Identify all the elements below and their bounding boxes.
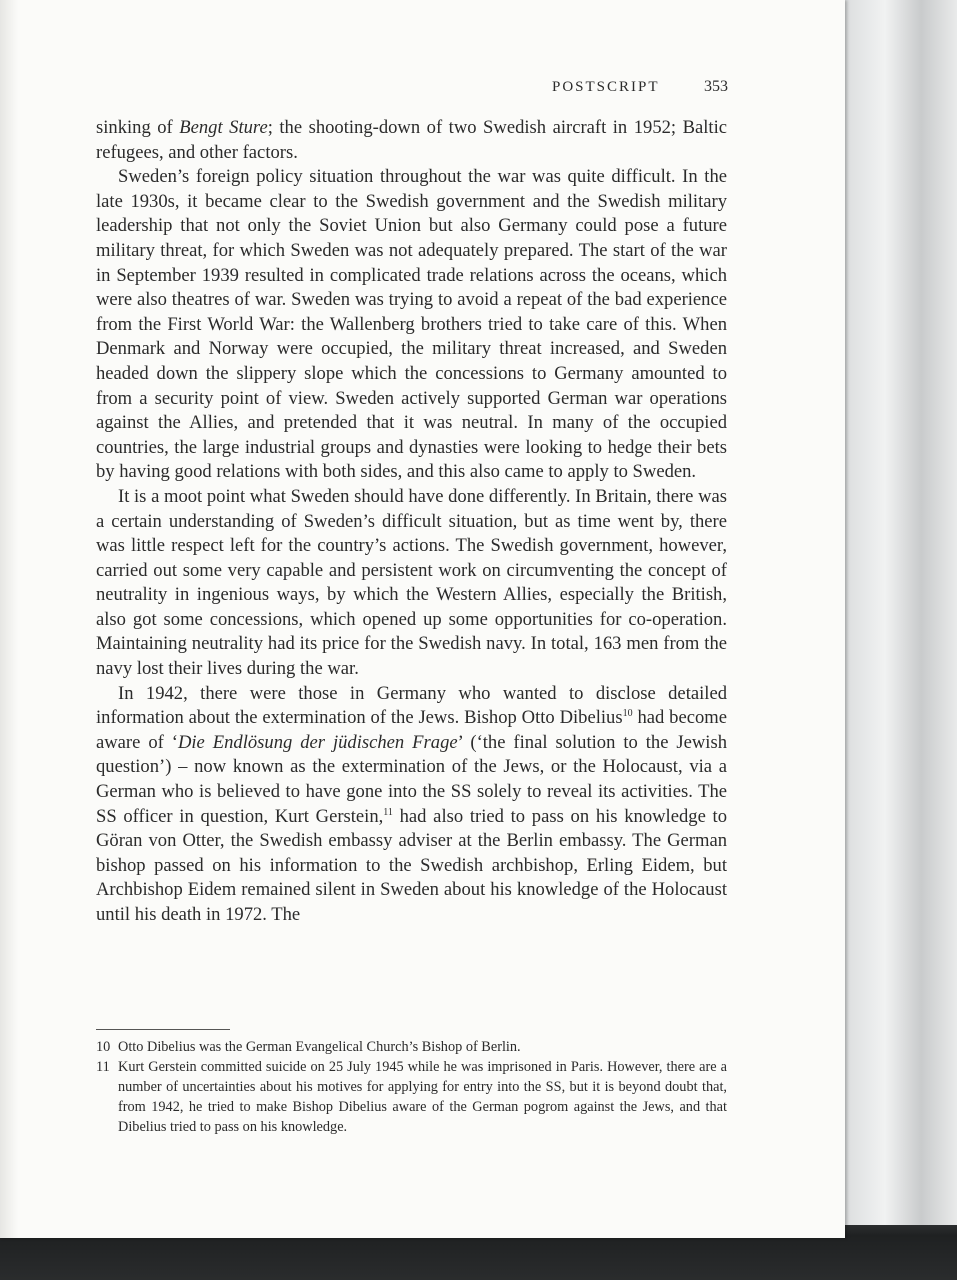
body-text bbox=[96, 116, 727, 928]
footnote-number: 11 bbox=[96, 1059, 110, 1075]
footnotes bbox=[96, 1037, 727, 1137]
page-gutter-shade bbox=[0, 0, 18, 1238]
book-page-edges bbox=[837, 0, 957, 1225]
footnote bbox=[96, 1037, 727, 1057]
footnote-number: 10 bbox=[96, 1039, 111, 1055]
running-header bbox=[552, 78, 728, 96]
running-title: POSTSCRIPT bbox=[552, 79, 660, 95]
body-paragraph: In 1942, there were those in Germany who wanted to disclose detailed information about the extermination of the Jews. Bishop Otto Dibelius$^{10}$ had become aware of ‘Die Endlösung der jüdischen Frage’ (‘the final solution to the Jewish question’) – now known as the extermination of the Jews, or the Holocaust, via a German who is believed to have gone into the SS solely to reveal its activities. The SS officer in question, Kurt Gerstein,$^{11}$ had also tried to pass on his knowledge to Göran von Otter, the Swedish embassy adviser at the Berlin embassy. The German bishop passed on his information to the Swedish archbishop, Erling Eidem, but Archbishop Eidem remained silent in Sweden about his knowledge of the Holocaust until his death in 1972. The bbox=[96, 682, 728, 925]
footnote-separator bbox=[96, 1029, 230, 1030]
body-paragraph: It is a moot point what Sweden should have done differently. In Britain, there was a certain understanding of Sweden’s difficult situation, but as time went by, there was little respect left for the country’s actions. The Swedish government, however, carried out some very capable and persistent work on circumventing the concept of neutrality in ingenious ways, by which the Western Allies, especially the British, also got some concessions, which opened up some opportunities for co-operation. Maintaining neutrality had its price for the Swedish navy. In total, 163 men from the navy lost their lives during the war. bbox=[96, 485, 727, 680]
page-number: 353 bbox=[704, 78, 728, 95]
body-paragraph: Sweden’s foreign policy situation throughout the war was quite difficult. In the late 1930s, it became clear to the Swedish government and the Swedish military leadership that not only the Soviet Union but also Germany could pose a future military threat, for which Sweden was not adequately prepared. The start of the war in September 1939 resulted in complicated trade relations across the oceans, which were also theatres of war. Sweden was trying to avoid a repeat of the bad experience from the First World War: the Wallenberg brothers tried to take care of this. When Denmark and Norway were occupied, the military threat increased, and Sweden headed down the slippery slope which the concessions to Germany amounted to from a security point of view. Sweden actively supported German war operations against the Allies, and pretended that it was neutral. In many of the occupied countries, the large industrial groups and dynasties were looking to hedge their bets by having good relations with both sides, and this also came to apply to Sweden. bbox=[96, 166, 727, 483]
body-paragraph: sinking of Bengt Sture; the shooting-down of two Swedish aircraft in 1952; Baltic refugees, and other factors. bbox=[96, 117, 727, 163]
footnote-text: Otto Dibelius was the German Evangelical Church’s Bishop of Berlin. bbox=[118, 1039, 521, 1055]
footnote bbox=[96, 1057, 727, 1137]
footnote-text: Kurt Gerstein committed suicide on 25 July 1945 while he was imprisoned in Paris. However, there are a number of uncertainties about his motives for applying for entry into the SS, but it is beyond doubt that, from 1942, he tried to make Bishop Dibelius aware of the German pogrom against the Jews, and that Dibelius tried to pass on his knowledge. bbox=[118, 1059, 727, 1135]
